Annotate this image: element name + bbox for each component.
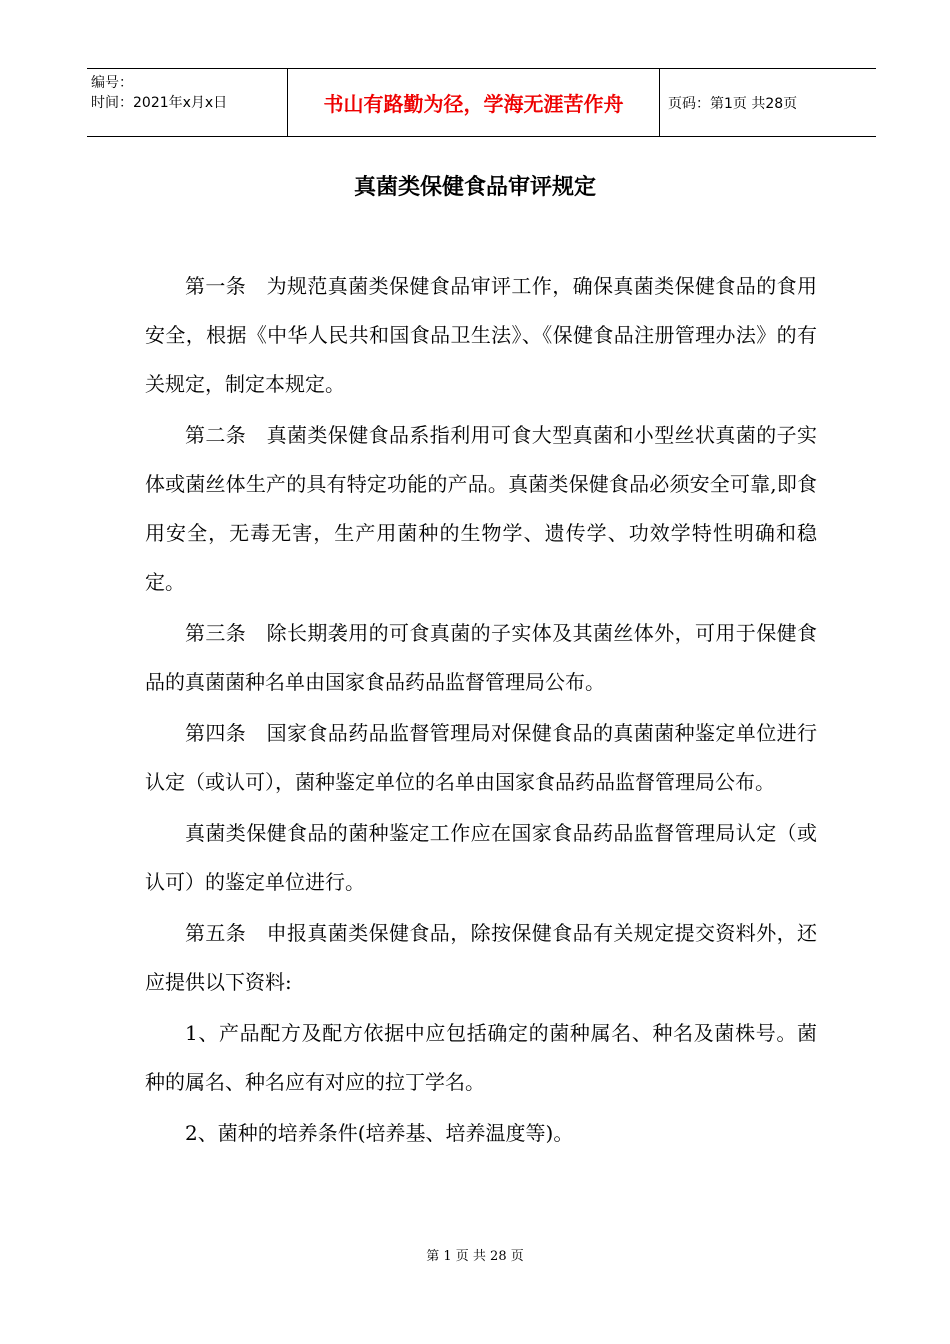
header-page-info: 页码：第1页 共28页 bbox=[668, 95, 798, 112]
paragraph-article-4: 第四条 国家食品药品监督管理局对保健食品的真菌菌种鉴定单位进行认定（或认可），菌种鉴定单位的名单由国家食品药品监督管理局公布。 bbox=[145, 721, 817, 794]
document-body bbox=[145, 262, 817, 1158]
number-label: 编号： bbox=[91, 75, 133, 91]
paragraph-article-5: 第五条 申报真菌类保健食品，除按保健食品有关规定提交资料外，还应提供以下资料: bbox=[145, 921, 817, 994]
header-motto: 书山有路勤为径，学海无涯苦作舟 bbox=[287, 69, 660, 136]
document-title: 真菌类保健食品审评规定 bbox=[353, 175, 596, 200]
time-label: 时间：2021年x月x日 bbox=[91, 95, 228, 111]
header-meta-cell bbox=[87, 69, 287, 136]
paragraph-article-3: 第三条 除长期袭用的可食真菌的子实体及其菌丝体外，可用于保健食品的真菌菌种名单由国家食品药品监督管理局公布。 bbox=[145, 621, 817, 694]
paragraph-article-1: 第一条 为规范真菌类保健食品审评工作，确保真菌类保健食品的食用安全，根据《中华人民共和国食品卫生法》、《保健食品注册管理办法》的有关规定，制定本规定。 bbox=[145, 274, 817, 396]
page-footer: 第 1 页 共 28 页 bbox=[426, 1249, 524, 1264]
paragraph-article-4-note: 真菌类保健食品的菌种鉴定工作应在国家食品药品监督管理局认定（或认可）的鉴定单位进行。 bbox=[145, 821, 817, 894]
paragraph-article-2: 第二条 真菌类保健食品系指利用可食大型真菌和小型丝状真菌的子实体或菌丝体生产的具有特定功能的产品。真菌类保健食品必须安全可靠,即食用安全，无毒无害，生产用菌种的生物学、遗传学、功效学特性明确和稳定。 bbox=[145, 423, 817, 594]
header-table bbox=[87, 68, 876, 137]
paragraph-item-1: 1、产品配方及配方依据中应包括确定的菌种属名、种名及菌株号。菌种的属名、种名应有对应的拉丁学名。 bbox=[145, 1021, 817, 1094]
paragraph-item-2: 2、菌种的培养条件(培养基、培养温度等)。 bbox=[185, 1121, 574, 1145]
